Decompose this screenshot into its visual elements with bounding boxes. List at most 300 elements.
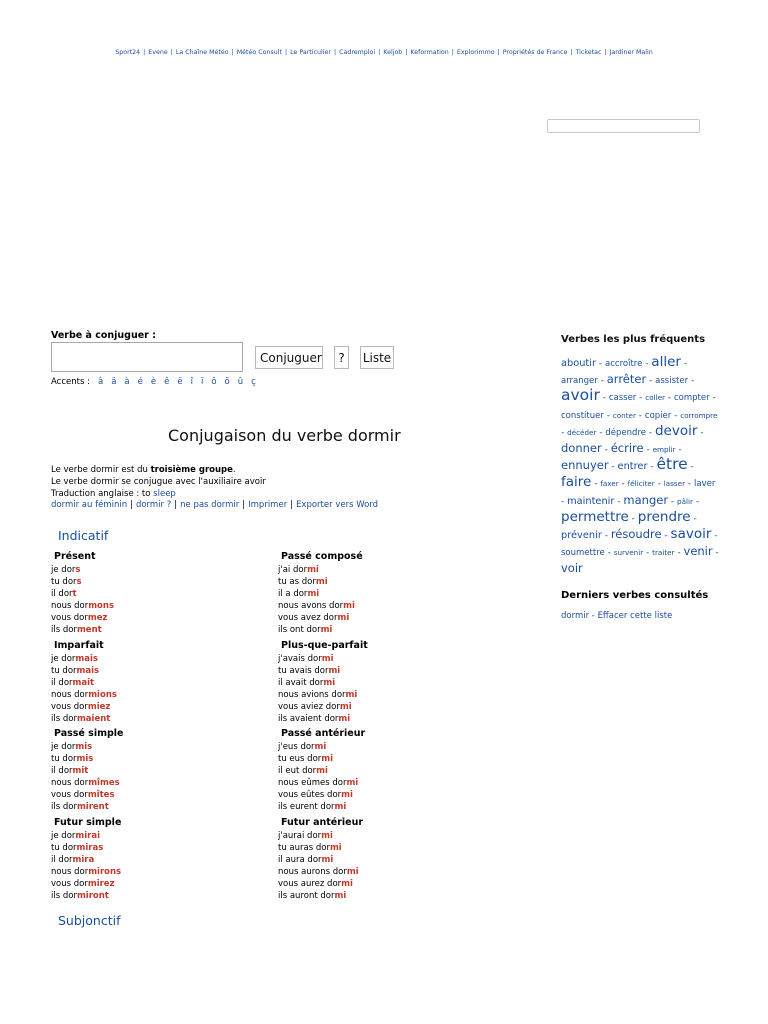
form-ending: mi [321,855,334,866]
frequent-verb-link[interactable]: permettre [561,508,629,525]
partner-link[interactable]: Keformation [410,49,449,56]
cloud-separator: - [643,445,653,456]
cloud-separator: - [601,445,611,456]
conjugated-form [278,753,478,765]
frequent-verb-link[interactable]: donner [561,441,602,456]
form-stem: vous dor [51,790,88,801]
form-stem: nous dor [51,601,89,611]
conjugated-form [51,878,251,890]
partner-link[interactable]: Propriétés de France [502,49,568,56]
accent-key[interactable]: ê [164,377,170,387]
verb-action-link[interactable]: Exporter vers Word [296,500,379,511]
form-ending: mi [307,565,319,575]
form-ending: mi [320,625,333,635]
form-stem: vous aurez dor [278,879,342,890]
conjugated-form [51,842,251,854]
conjugated-form [51,588,251,600]
conjugated-form [51,866,251,878]
frequent-verb-link[interactable]: résoudre [610,527,662,542]
frequent-verb-link[interactable]: manger [623,492,669,507]
cloud-separator: - [697,427,704,438]
form-stem: il aura dor [278,855,322,866]
form-ending: mi [307,589,320,599]
form-ending: maient [76,713,111,724]
search-box[interactable] [547,119,700,133]
cloud-separator: - [561,427,568,438]
form-ending: mait [72,677,95,688]
form-ending: mi [346,867,359,878]
form-stem: nous aurons dor [278,867,347,878]
partner-link[interactable]: Météo Consult [236,49,282,56]
form-stem: tu as dor [278,577,316,587]
verb-action-link[interactable]: Imprimer [248,500,288,511]
form-stem: je dor [51,742,76,753]
form-ending: mi [323,677,336,688]
frequent-verb-link[interactable]: conter [612,410,636,420]
frequent-verb-link[interactable]: savoir [670,526,712,543]
frequent-verb-link[interactable]: lasser [663,479,686,489]
form-stem: nous dor [51,867,89,878]
frequent-verb-link[interactable]: survenir [613,548,644,558]
partner-links-bar [0,49,768,56]
form-stem: vous avez dor [278,613,338,623]
frequent-verb-link[interactable]: laver [694,479,716,490]
tense-block [51,817,251,902]
translation-label: Traduction anglaise : to [51,488,154,499]
cloud-separator: - [712,548,719,559]
conjugated-form [278,741,478,753]
conjugated-form [278,842,478,854]
cloud-separator: - [687,462,694,473]
recent-verb-link[interactable]: dormir [561,610,590,621]
link-separator: | [242,500,246,511]
form-stem: nous eûmes dor [278,778,347,789]
form-ending: mirez [87,879,115,890]
frequent-verb-link[interactable]: copier [644,410,672,421]
form-ending: mais [76,665,100,676]
conjugated-form [278,854,478,866]
conjugated-form [51,653,251,665]
group-text-bold: troisième groupe [150,465,233,475]
accent-key[interactable]: ï [200,377,204,387]
form-ending: mi [314,742,327,753]
frequent-verb-link[interactable]: corrompre [680,410,718,420]
frequent-verb-link[interactable]: féliciter [627,479,655,489]
form-stem: ils ont dor [278,625,321,635]
conjugated-form [278,576,478,588]
cloud-separator: - [635,410,645,421]
partner-link[interactable]: La Chaîne Météo [175,49,229,56]
cloud-separator: - [661,531,671,542]
tense-block [51,640,251,725]
frequent-verb-link[interactable]: arrêter [606,372,647,387]
conjugated-form [51,612,251,624]
verb-action-link[interactable]: dormir au féminin [51,500,128,511]
form-stem: j'aurai dor [278,831,322,842]
cloud-separator: - [628,513,638,524]
frequent-verb-link[interactable]: décéder [567,427,597,437]
clear-recent-link[interactable]: Effacer cette liste [597,610,673,621]
conjugated-form [51,741,251,753]
conjugated-form [278,890,478,902]
frequent-verb-link[interactable]: écrire [610,441,644,456]
conjugated-form [51,665,251,677]
verb-action-link[interactable]: ne pas dormir [180,500,240,511]
frequent-verb-link[interactable]: arranger [561,376,598,387]
form-stem: vous dor [51,701,88,712]
cloud-separator: - [618,479,628,490]
tense-block [278,551,478,636]
form-ending: mi [343,601,355,611]
form-ending: mais [75,653,98,664]
link-separator: | [231,49,234,56]
conjugated-form [51,576,251,588]
cloud-separator: - [668,496,678,507]
frequent-verbs-cloud [561,354,721,576]
cloud-separator: - [646,376,656,387]
help-button[interactable]: ? [334,346,349,369]
conjugated-form [278,801,478,813]
frequent-verb-link[interactable]: compter [674,393,710,404]
cloud-separator: - [636,393,646,404]
frequent-verb-link[interactable]: venir [683,544,713,559]
frequent-verb-link[interactable]: faire [561,474,592,491]
form-ending: mira [72,855,95,866]
form-ending: miront [76,891,109,902]
conjugated-form [278,665,478,677]
conjugated-form [51,801,251,813]
form-stem: il a dor [278,589,308,599]
frequent-verb-link[interactable]: prévenir [561,530,602,542]
frequent-verb-link[interactable]: prendre [637,508,691,525]
frequent-verb-link[interactable]: maintenir [567,495,615,507]
form-stem: je dor [51,565,76,575]
accent-key[interactable]: è [150,377,157,387]
cloud-separator: - [561,496,568,507]
frequent-verb-link[interactable]: dépendre [605,427,646,438]
accents-row [51,377,256,387]
form-stem: nous avons dor [278,601,344,611]
tense-name: Passé composé [281,551,363,562]
cloud-separator: - [674,548,684,559]
recent-separator: - [589,610,598,621]
cloud-separator: - [642,359,652,369]
link-separator: | [405,49,408,56]
form-stem: tu avais dor [278,665,329,676]
frequent-verb-link[interactable]: avoir [561,386,600,405]
conjugated-form [51,753,251,765]
form-stem: nous dor [51,778,89,789]
partner-link[interactable]: Cadremploi [339,49,376,56]
cloud-separator: - [671,410,681,421]
conjugated-form [51,701,251,713]
form-stem: tu dor [51,665,77,676]
cloud-separator: - [685,479,695,490]
form-ending: ment [76,625,102,635]
conjugated-form [51,765,251,777]
form-stem: je dor [51,831,76,842]
link-separator: | [451,49,454,56]
conjugated-form [278,777,478,789]
partner-link[interactable]: Le Particulier [290,49,331,56]
form-stem: tu dor [51,843,77,854]
verb-info [51,465,378,512]
accents-label: Accents : [51,377,90,387]
form-ending: mi [329,843,342,854]
conjugated-form [51,830,251,842]
form-stem: vous dor [51,613,88,623]
frequent-verb-link[interactable]: pâlir [677,496,693,506]
conjugated-form [278,701,478,713]
form-stem: j'ai dor [278,565,308,575]
tense-block [278,640,478,725]
frequent-verb-link[interactable]: traiter [652,548,675,558]
form-stem: ils dor [51,625,77,635]
tense-name: Futur simple [54,817,122,829]
form-stem: tu dor [51,754,77,765]
accent-key[interactable]: é [137,377,143,387]
conjugated-form [278,713,478,725]
conjugated-form [278,653,478,665]
form-ending: mi [334,802,347,813]
frequent-verb-link[interactable]: aboutir [561,358,597,369]
form-stem: vous aviez dor [278,701,340,712]
conjugate-button[interactable]: Conjuguer [255,346,323,369]
form-ending: s [76,577,82,587]
form-ending: mirons [88,867,122,878]
form-ending: mi [328,665,341,676]
frequent-verb-link[interactable]: faxer [600,479,619,489]
auxiliary-text: Le verbe dormir se conjugue avec l'auxiliaire avoir [51,476,266,487]
cloud-separator: - [665,393,674,404]
tense-block [51,551,251,636]
cloud-separator: - [709,393,716,404]
conjugated-form [51,890,251,902]
form-ending: mis [76,754,94,765]
conjugated-form [51,564,251,576]
form-stem: vous eûtes dor [278,790,342,801]
mood-indicatif[interactable]: Indicatif [58,528,109,543]
partner-link[interactable]: Jardiner Malin [609,49,653,56]
tense-block [278,817,478,902]
verb-label: Verbe à conjuguer : [51,330,156,341]
form-stem: il dor [51,766,73,777]
frequent-verb-link[interactable]: coller [645,393,666,403]
form-stem: tu dor [51,577,77,587]
form-stem: je dor [51,653,76,664]
form-ending: mi [337,613,350,623]
cloud-separator: - [614,496,624,507]
conjugated-form [51,854,251,866]
cloud-separator: - [604,548,614,559]
form-stem: j'eus dor [278,742,315,753]
form-stem: ils eurent dor [278,802,335,813]
form-ending: mi [341,790,353,801]
frequent-verb-link[interactable]: soumettre [561,548,605,559]
form-stem: ils avaient dor [278,713,339,724]
form-ending: mit [72,766,89,777]
tense-name: Passé simple [54,728,124,740]
link-separator: | [170,49,173,56]
form-ending: t [72,589,77,599]
form-ending: mi [316,766,328,777]
cloud-separator: - [680,359,688,369]
conjugated-form [51,789,251,801]
form-ending: mi [338,713,351,724]
conjugated-form [278,830,478,842]
frequent-verb-link[interactable]: emplir [652,445,676,455]
form-ending: mi [345,689,358,700]
form-stem: ils dor [51,891,77,902]
frequent-verb-link[interactable]: accroître [605,359,643,369]
form-stem: ils dor [51,713,77,724]
partner-link[interactable]: Explorimmo [456,49,495,56]
form-stem: vous dor [51,879,88,890]
conjugated-form [278,866,478,878]
form-stem: nous dor [51,689,89,700]
tense-name: Présent [54,551,96,562]
tense-name: Passé antérieur [281,728,366,740]
frequent-verb-link[interactable]: entrer [617,461,648,473]
cloud-separator: - [688,376,695,387]
tense-name: Imparfait [54,639,104,651]
translation-link[interactable]: sleep [153,488,176,499]
list-button[interactable]: Liste [360,346,394,369]
form-ending: s [75,565,81,575]
verb-action-link[interactable]: dormir ? [135,500,172,511]
form-stem: tu eus dor [278,754,322,765]
form-ending: mirent [76,802,109,813]
group-text-post: . [232,465,236,475]
conjugated-form [51,624,251,636]
mood-subjonctif[interactable]: Subjonctif [58,913,121,928]
conjugated-form [278,600,478,612]
cloud-separator: - [711,531,718,542]
accent-key[interactable]: û [237,377,244,387]
cloud-separator: - [599,393,609,404]
frequent-verb-link[interactable]: voir [561,561,583,576]
cloud-separator: - [601,531,611,542]
form-stem: il dor [51,589,73,599]
form-ending: mons [88,601,115,611]
conjugated-form [278,624,478,636]
link-separator: | [333,49,337,56]
form-ending: mi [334,891,347,902]
link-separator: | [174,500,178,511]
tense-block [278,728,478,813]
cloud-separator: - [596,359,606,369]
recent-verbs-title: Derniers verbes consultés [561,589,709,601]
conjugated-form [278,789,478,801]
form-stem: il avait dor [278,677,324,688]
frequent-verb-link[interactable]: aller [651,354,681,370]
verb-action-links [51,500,378,512]
frequent-verbs-title: Verbes les plus fréquents [561,334,706,345]
form-ending: mez [87,613,108,623]
conjugated-form [278,689,478,701]
frequent-verb-link[interactable]: casser [608,393,637,404]
accent-key[interactable]: ç [251,377,256,387]
cloud-separator: - [647,462,657,473]
cloud-separator: - [597,376,607,387]
cloud-separator: - [654,479,664,490]
link-separator: | [497,49,500,56]
conjugated-form [51,600,251,612]
form-ending: miez [87,701,111,712]
cloud-separator: - [692,496,700,507]
form-ending: mirai [75,831,101,842]
conjugated-form [51,677,251,689]
form-ending: mi [321,754,334,765]
link-separator: | [284,49,288,56]
form-stem: il eut dor [278,766,317,777]
accent-key[interactable]: ö [224,377,230,387]
link-separator: | [570,49,573,56]
accent-key[interactable]: à [124,377,130,387]
conjugated-form [278,765,478,777]
cloud-separator: - [603,410,613,421]
accent-key[interactable]: ä [111,377,117,387]
partner-link[interactable]: Evene [148,49,168,56]
verb-input[interactable] [51,342,243,372]
form-stem: ils dor [51,802,77,813]
frequent-verb-link[interactable]: devoir [654,422,698,439]
frequent-verb-link[interactable]: être [656,455,688,474]
accent-key[interactable]: ë [177,377,183,387]
form-stem: il dor [51,855,73,866]
partner-link[interactable]: Keljob [383,49,403,56]
partner-link[interactable]: Sport24 [115,49,141,56]
conjugated-form [51,777,251,789]
cloud-separator: - [596,427,606,438]
tense-name: Plus-que-parfait [281,639,368,651]
group-text-pre: Le verbe dormir est du [51,465,151,475]
conjugation-form [51,330,411,387]
frequent-verb-link[interactable]: constituer [561,410,604,421]
form-ending: mîtes [87,790,115,801]
partner-link[interactable]: Ticketac [575,49,602,56]
form-ending: mi [341,879,353,890]
form-stem: il dor [51,677,73,688]
form-ending: mi [321,831,333,842]
form-ending: mi [339,701,352,712]
accent-key[interactable]: ô [211,377,217,387]
conjugated-form [278,588,478,600]
sidebar [561,334,721,621]
accent-key[interactable]: â [97,377,104,387]
conjugated-form [278,564,478,576]
form-stem: ils auront dor [278,891,335,902]
cloud-separator: - [608,462,618,473]
cloud-separator: - [675,445,682,456]
form-ending: mi [315,577,328,587]
cloud-separator: - [645,427,655,438]
form-ending: mîmes [88,778,120,789]
form-ending: miras [76,843,104,854]
form-ending: mi [346,778,359,789]
tense-name: Futur antérieur [281,817,364,829]
accent-key[interactable]: î [190,377,193,387]
form-stem: nous avions dor [278,689,346,700]
frequent-verb-link[interactable]: assister [655,376,689,387]
form-ending: mions [88,689,117,700]
frequent-verb-link[interactable]: ennuyer [561,458,609,473]
form-stem: j'avais dor [278,653,322,664]
cloud-separator: - [591,479,601,490]
cloud-separator: - [643,548,653,559]
tense-block [51,728,251,813]
form-stem: tu auras dor [278,843,330,854]
